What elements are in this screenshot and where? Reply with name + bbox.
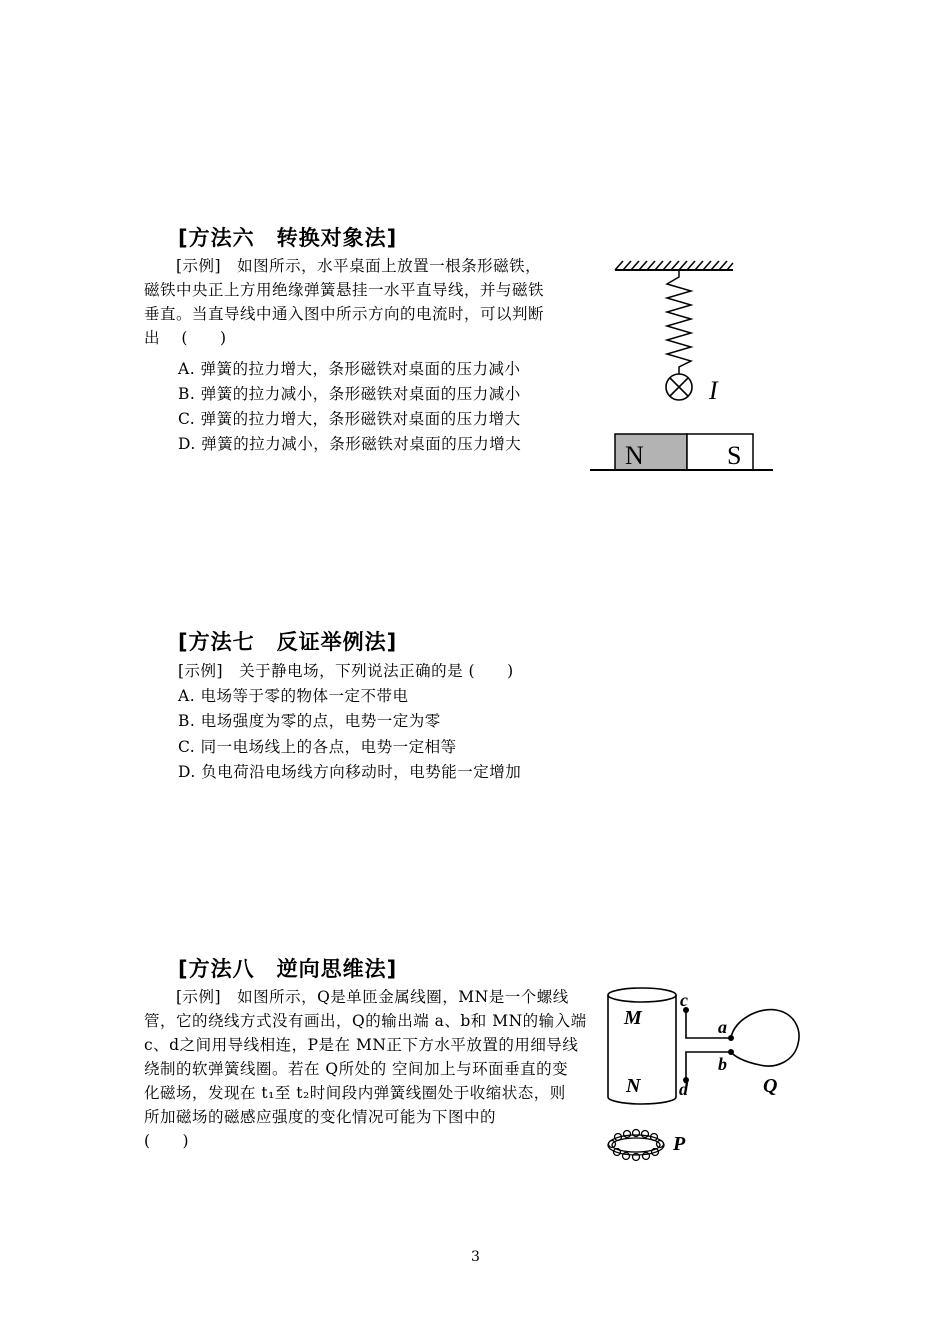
spring-magnet-figure xyxy=(585,255,785,475)
spring xyxy=(667,270,691,374)
section-6-question xyxy=(144,254,544,350)
question-line: 出 ( ) xyxy=(144,329,227,347)
question-line: c、d之间用导线相连，P是在 MN正下方水平放置的用细导线 xyxy=(144,1036,579,1054)
question-line: 化磁场，发现在 t₁至 t₂时间段内弹簧线圈处于收缩状态，则 xyxy=(144,1084,566,1102)
current-label: I xyxy=(709,376,718,405)
label-b: b xyxy=(718,1054,727,1074)
option-d: D. 负电荷沿电场线方向移动时，电势能一定增加 xyxy=(178,763,522,781)
label-n: N xyxy=(626,1075,641,1097)
ceiling-hatch xyxy=(615,261,733,270)
option-c: C. 同一电场线上的各点，电势一定相等 xyxy=(178,738,457,756)
option-b: B. 电场强度为零的点，电势一定为零 xyxy=(178,712,441,730)
question-line: 管，它的绕线方式没有画出，Q的输出端 a、b和 MN的输入端 xyxy=(144,1012,587,1030)
soft-spring-coil-p xyxy=(608,1130,664,1161)
section-6-heading: [方法六 转换对象法] xyxy=(178,226,398,250)
magnet-south-pole xyxy=(687,434,753,470)
label-d: d xyxy=(679,1079,688,1099)
question-line: ( ) xyxy=(144,1132,190,1150)
question-line: [示例] 如图所示，Q是单匝金属线圈，MN是一个螺线 xyxy=(144,988,569,1006)
label-a: a xyxy=(718,1017,727,1037)
label-p: P xyxy=(673,1133,686,1155)
section-8-heading: [方法八 逆向思维法] xyxy=(178,957,398,981)
option-b: B. 弹簧的拉力减小，条形磁铁对桌面的压力减小 xyxy=(178,385,521,403)
solenoid-coil-figure xyxy=(598,982,813,1172)
loop-q xyxy=(731,1010,799,1066)
option-d: D. 弹簧的拉力减小，条形磁铁对桌面的压力增大 xyxy=(178,435,522,453)
page-number: 3 xyxy=(471,1249,480,1265)
option-c: C. 弹簧的拉力增大，条形磁铁对桌面的压力增大 xyxy=(178,410,521,428)
question-line: 所加磁场的磁感应强度的变化情况可能为下图中的 xyxy=(144,1108,497,1126)
option-a: A. 弹簧的拉力增大，条形磁铁对桌面的压力减小 xyxy=(178,360,521,378)
question-line: 垂直。当直导线中通入图中所示方向的电流时，可以判断 xyxy=(144,305,545,323)
solenoid-cylinder xyxy=(608,988,676,1104)
label-c: c xyxy=(680,990,688,1010)
section-7-question: [示例] 关于静电场，下列说法正确的是 ( ) xyxy=(178,662,514,680)
question-line: 磁铁中央正上方用绝缘弹簧悬挂一水平直导线，并与磁铁 xyxy=(144,281,545,299)
south-label: S xyxy=(727,441,742,470)
section-8-question xyxy=(144,985,587,1153)
label-m: M xyxy=(624,1007,642,1029)
question-line: [示例] 如图所示，水平桌面上放置一根条形磁铁， xyxy=(144,257,542,275)
section-7-heading: [方法七 反证举例法] xyxy=(178,630,398,654)
current-into-page-icon xyxy=(666,374,692,400)
question-line: 绕制的软弹簧线圈。若在 Q所处的 空间加上与环面垂直的变 xyxy=(144,1060,569,1078)
north-label: N xyxy=(625,441,644,470)
label-q: Q xyxy=(763,1075,778,1097)
option-a: A. 电场等于零的物体一定不带电 xyxy=(178,687,409,705)
